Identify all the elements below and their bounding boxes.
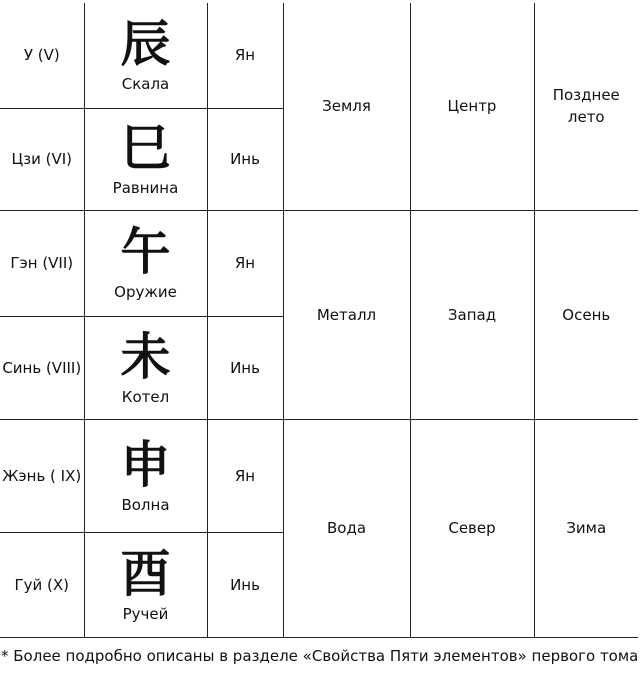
stem-cell: Синь (VIII) xyxy=(0,316,84,419)
table-row xyxy=(0,3,638,108)
season-cell: Зима xyxy=(534,419,638,637)
elements-table xyxy=(0,3,638,638)
stem-cell: Гуй (X) xyxy=(0,532,84,637)
character-name: Волна xyxy=(121,495,170,514)
character-cell xyxy=(84,3,207,108)
hanzi-glyph: 申 xyxy=(120,434,171,494)
element-cell: Земля xyxy=(283,3,410,210)
character-name: Оружие xyxy=(114,283,177,301)
character-name: Ручей xyxy=(122,604,169,623)
character-cell xyxy=(84,210,207,316)
hanzi-glyph: 午 xyxy=(120,222,171,281)
character-cell xyxy=(84,316,207,419)
character-cell xyxy=(84,419,207,532)
element-cell: Металл xyxy=(283,210,410,419)
polarity-cell: Ян xyxy=(207,419,283,532)
stem-cell: Жэнь ( IX) xyxy=(0,419,84,532)
footnote-divider xyxy=(0,637,638,638)
polarity-cell: Инь xyxy=(207,316,283,419)
character-cell xyxy=(84,108,207,210)
character-cell xyxy=(84,532,207,637)
hanzi-glyph: 巳 xyxy=(120,118,171,177)
character-name: Скала xyxy=(121,75,170,94)
direction-cell: Центр xyxy=(410,3,534,210)
polarity-cell: Инь xyxy=(207,532,283,637)
footnote: * Более подробно описаны в разделе «Свойства Пяти элементов» первого тома xyxy=(1,647,639,665)
character-name: Котел xyxy=(121,387,170,406)
table-row xyxy=(0,419,638,532)
season-cell: Позднее лето xyxy=(534,3,638,210)
element-cell: Вода xyxy=(283,419,410,637)
polarity-cell: Ян xyxy=(207,210,283,316)
character-name: Равнина xyxy=(112,179,179,197)
hanzi-glyph: 未 xyxy=(120,326,171,386)
polarity-cell: Инь xyxy=(207,108,283,210)
direction-cell: Север xyxy=(410,419,534,637)
stem-cell: У (V) xyxy=(0,3,84,108)
table-row xyxy=(0,210,638,316)
stem-cell: Гэн (VII) xyxy=(0,210,84,316)
polarity-cell: Ян xyxy=(207,3,283,108)
hanzi-glyph: 酉 xyxy=(120,543,171,603)
season-cell: Осень xyxy=(534,210,638,419)
hanzi-glyph: 辰 xyxy=(120,14,171,74)
direction-cell: Запад xyxy=(410,210,534,419)
stem-cell: Цзи (VI) xyxy=(0,108,84,210)
